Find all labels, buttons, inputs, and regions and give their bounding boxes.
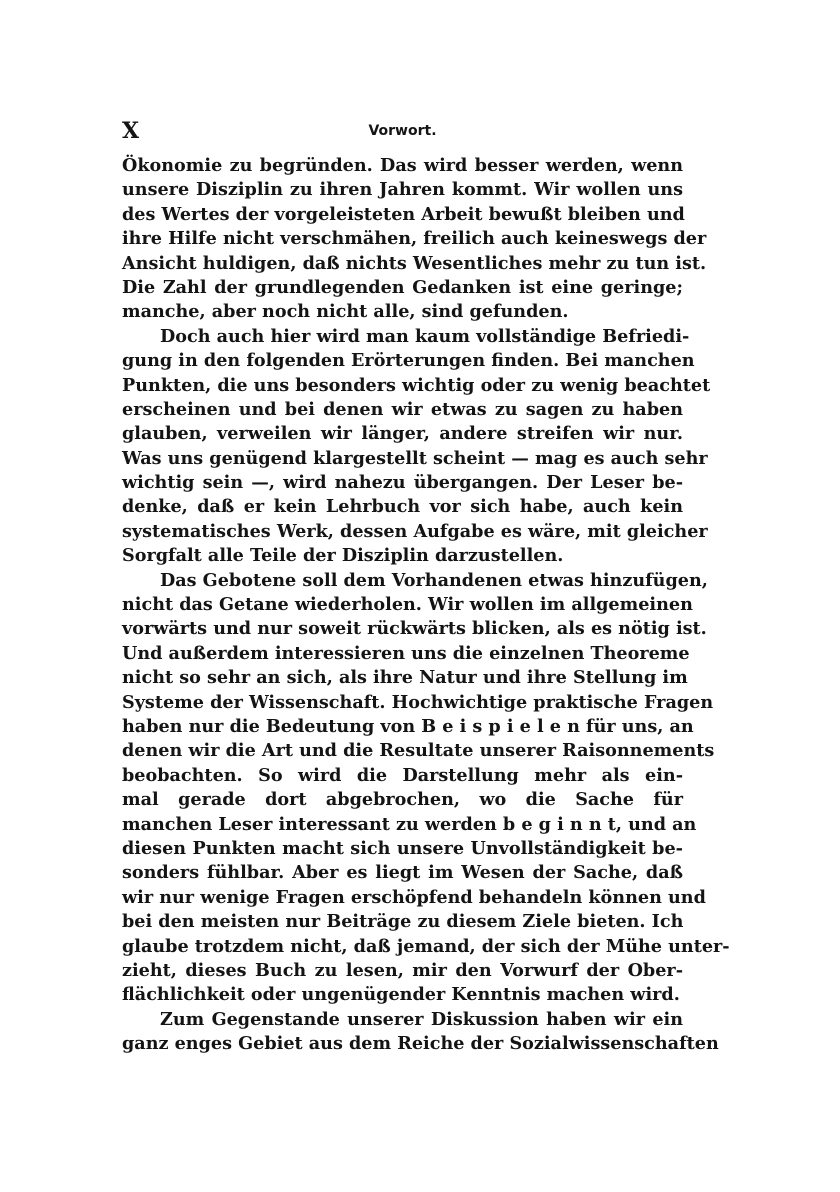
text-line: Ökonomie zu begründen. Das wird besser werden, wenn [122, 155, 683, 176]
page-header [122, 118, 683, 148]
text-line: Sorgfalt alle Teile der Disziplin darzustellen. [122, 545, 564, 567]
text-line: wir nur wenige Fragen erschöpfend behandeln können und [122, 886, 706, 908]
text-line: gung in den folgenden Erörterungen finden. Bei manchen [122, 350, 695, 372]
text-line: haben nur die Bedeutung von B e i s p i e l e n für uns, an [122, 715, 694, 737]
text-line: erscheinen und bei denen wir etwas zu sagen zu haben [122, 398, 683, 420]
text-line: Systeme der Wissenschaft. Hochwichtige praktische Fragen [122, 691, 714, 713]
text-line: nicht das Getane wiederholen. Wir wollen im allgemeinen [122, 594, 693, 616]
text-line: zieht, dieses Buch zu lesen, mir den Vorwurf der Ober- [122, 959, 683, 981]
text-line: wichtig sein —, wird nahezu übergangen. Der Leser be- [122, 472, 683, 494]
page-number: X [122, 118, 140, 144]
text-line: mal gerade dort abgebrochen, wo die Sache für [122, 789, 683, 811]
text-line: glaube trotzdem nicht, daß jemand, der sich der Mühe unter- [122, 935, 730, 957]
text-line: manchen Leser interessant zu werden b e g i n n t, und an [122, 813, 697, 835]
text-line: ihre Hilfe nicht verschmähen, freilich auch keineswegs der [122, 228, 707, 250]
text-line: Ansicht huldigen, daß nichts Wesentliches mehr zu tun ist. [122, 252, 707, 274]
text-line: denke, daß er kein Lehrbuch vor sich habe, auch kein [122, 496, 683, 518]
text-line: diesen Punkten macht sich unsere Unvollständigkeit be- [122, 837, 683, 859]
text-line: des Wertes der vorgeleisteten Arbeit bewußt bleiben und [122, 203, 685, 225]
text-line: Und außerdem interessieren uns die einzelnen Theoreme [122, 642, 690, 664]
paragraph-start-line: Zum Gegenstande unserer Diskussion haben wir ein [160, 1008, 683, 1030]
text-line: vorwärts und nur soweit rückwärts blicken, als es nötig ist. [122, 618, 707, 640]
running-title: Vorwort. [368, 123, 437, 139]
text-line: ganz enges Gebiet aus dem Reiche der Sozialwissenschaften [122, 1033, 719, 1055]
text-line: beobachten. So wird die Darstellung mehr als ein- [122, 764, 683, 786]
text-line: sonders fühlbar. Aber es liegt im Wesen der Sache, daß [122, 862, 683, 884]
paragraph-start-line: Das Gebotene soll dem Vorhandenen etwas hinzufügen, [160, 569, 708, 591]
text-line: Die Zahl der grundlegenden Gedanken ist eine geringe; [122, 276, 683, 298]
text-line: bei den meisten nur Beiträge zu diesem Ziele bieten. Ich [122, 911, 684, 933]
text-line: nicht so sehr an sich, als ihre Natur und ihre Stellung im [122, 667, 688, 689]
text-line: Punkten, die uns besonders wichtig oder zu wenig beachtet [122, 374, 711, 396]
body-text [122, 154, 730, 1056]
text-line: Was uns genügend klargestellt scheint — mag es auch sehr [122, 447, 708, 469]
text-line: systematisches Werk, dessen Aufgabe es wäre, mit gleicher [122, 520, 708, 542]
text-line: denen wir die Art und die Resultate unserer Raisonnements [122, 740, 715, 762]
text-line: unsere Disziplin zu ihren Jahren kommt. Wir wollen uns [122, 179, 683, 201]
paragraph-start-line: Doch auch hier wird man kaum vollständige Befriedi- [160, 325, 690, 347]
text-line: manche, aber noch nicht alle, sind gefunden. [122, 301, 569, 323]
text-line: flächlichkeit oder ungenügender Kenntnis machen wird. [122, 984, 680, 1006]
text-line: glauben, verweilen wir länger, andere streifen wir nur. [122, 423, 683, 445]
